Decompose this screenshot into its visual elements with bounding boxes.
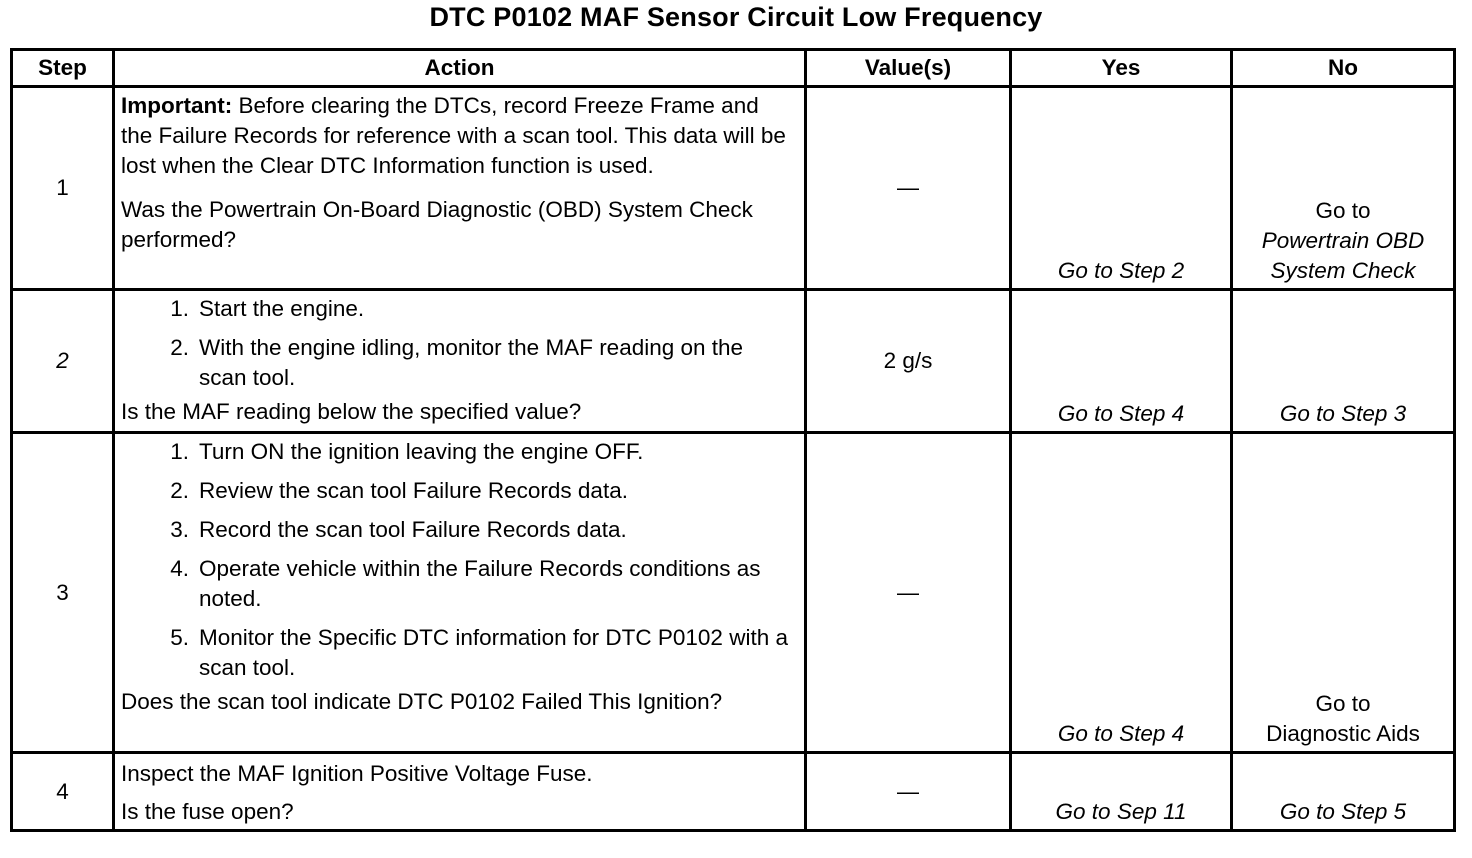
no-cell[interactable] [1232, 433, 1455, 753]
important-note [121, 91, 796, 181]
value-cell [806, 433, 1011, 753]
list-item-text: Start the engine. [199, 296, 365, 321]
page-title: DTC P0102 MAF Sensor Circuit Low Frequency [429, 2, 1043, 32]
table-row [12, 433, 1455, 753]
action-question: Does the scan tool indicate DTC P0102 Failed This Ignition? [121, 689, 723, 714]
no-cell[interactable] [1232, 87, 1455, 290]
action-question: Is the MAF reading below the specified value? [121, 399, 582, 424]
list-item-number: 3. [170, 517, 189, 542]
no-text: Go to [1315, 691, 1371, 716]
action-cell [114, 753, 806, 831]
value-text: — [897, 175, 919, 200]
list-item-number: 5. [170, 625, 189, 650]
table-header-row [12, 50, 1455, 87]
value-cell: 2 g/s [806, 290, 1011, 433]
list-item-text: With the engine idling, monitor the MAF reading on the scan tool. [199, 335, 744, 390]
no-link[interactable]: Powertrain OBD System Check [1261, 228, 1425, 283]
dtc-table [10, 48, 1456, 832]
list-item [121, 437, 796, 467]
list-item-text: Turn ON the ignition leaving the engine OFF. [199, 439, 644, 464]
step-number: 1 [12, 87, 114, 290]
yes-link[interactable]: Go to Step 4 [1011, 290, 1232, 433]
value-text: — [897, 778, 919, 804]
action-cell [114, 290, 806, 433]
header-no: No [1232, 50, 1455, 87]
list-item-number: 4. [170, 556, 189, 581]
no-link[interactable]: Diagnostic Aids [1266, 721, 1420, 746]
action-steps-list [121, 437, 796, 683]
header-values: Value(s) [806, 50, 1011, 87]
list-item [121, 515, 796, 545]
step-number: 3 [12, 433, 114, 753]
header-action: Action [114, 50, 806, 87]
important-text: Before clearing the DTCs, record Freeze Frame and the Failure Records for reference with a scan tool. This data will be lost when the Clear DTC Information function is used. [121, 93, 786, 178]
list-item-text: Review the scan tool Failure Records data. [199, 478, 628, 503]
value-text: — [897, 579, 919, 605]
action-question: Was the Powertrain On-Board Diagnostic (OBD) System Check performed? [121, 197, 753, 252]
value-cell [806, 87, 1011, 290]
header-step: Step [12, 50, 114, 87]
no-link[interactable]: Go to Step 3 [1232, 290, 1455, 433]
list-item [121, 554, 796, 614]
list-item [121, 294, 796, 324]
list-item [121, 623, 796, 683]
list-item [121, 476, 796, 506]
no-link[interactable]: Go to Step 5 [1232, 753, 1455, 831]
header-yes: Yes [1011, 50, 1232, 87]
list-item-number: 2. [170, 335, 189, 360]
step-number: 2 [12, 290, 114, 433]
important-label: Important: [121, 93, 233, 118]
yes-link[interactable]: Go to Sep 11 [1011, 753, 1232, 831]
step-number: 4 [12, 753, 114, 831]
action-cell [114, 433, 806, 753]
no-text: Go to [1315, 198, 1371, 223]
yes-link[interactable]: Go to Step 2 [1011, 87, 1232, 290]
value-cell [806, 753, 1011, 831]
list-item [121, 333, 796, 393]
table-row [12, 753, 1455, 831]
list-item-number: 1. [170, 439, 189, 464]
list-item-number: 2. [170, 478, 189, 503]
table-row [12, 290, 1455, 433]
action-steps-list [121, 294, 796, 393]
yes-link[interactable]: Go to Step 4 [1011, 433, 1232, 753]
list-item-text: Operate vehicle within the Failure Records conditions as noted. [199, 556, 761, 611]
action-cell [114, 87, 806, 290]
list-item-text: Record the scan tool Failure Records data. [199, 517, 627, 542]
table-row [12, 87, 1455, 290]
list-item-number: 1. [170, 296, 189, 321]
action-question: Is the fuse open? [121, 799, 294, 824]
list-item-text: Monitor the Specific DTC information for DTC P0102 with a scan tool. [199, 625, 788, 680]
action-text: Inspect the MAF Ignition Positive Voltage Fuse. [121, 761, 593, 786]
